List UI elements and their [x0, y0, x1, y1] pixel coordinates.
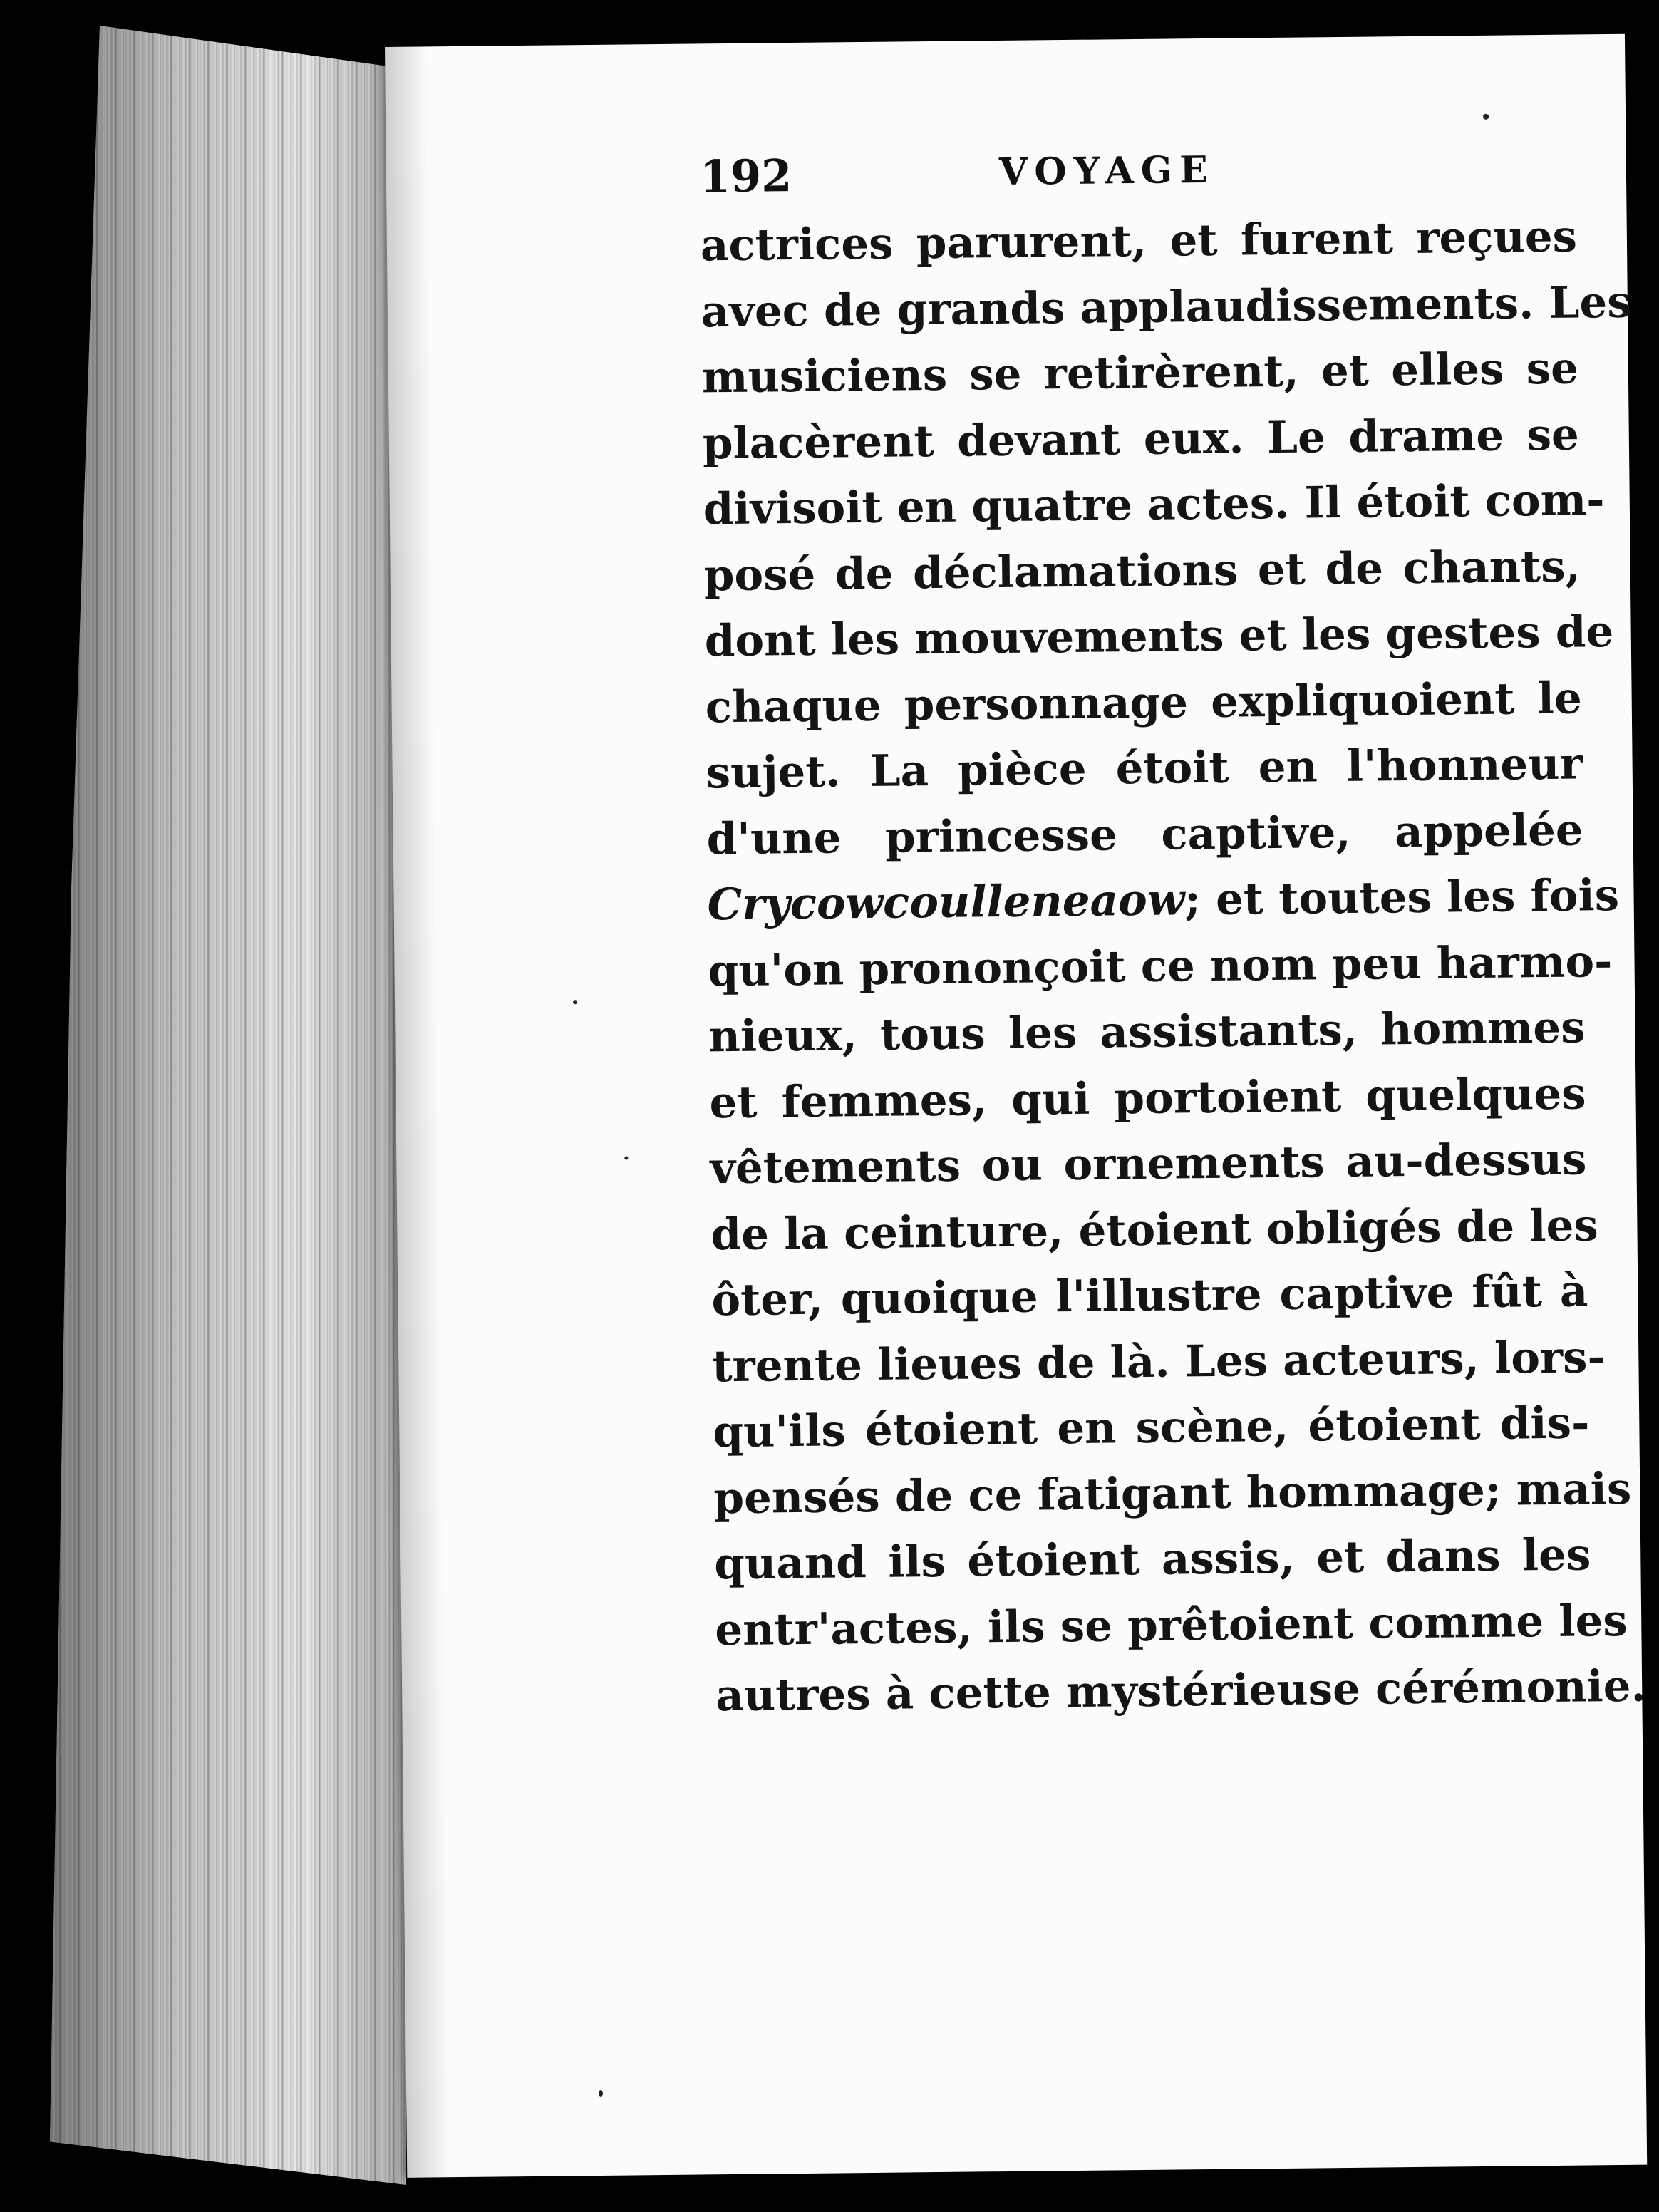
running-head: [700, 140, 1655, 215]
text-line: placèrent devant eux. Le drame se: [702, 408, 1580, 469]
text-line: vêtements ou ornements au-dessus: [710, 1134, 1587, 1194]
text-line: d'une princesse captive, appelée: [706, 804, 1583, 864]
text-line: quand ils étoient assis, et dans les: [713, 1529, 1591, 1590]
running-title: VOYAGE: [998, 148, 1216, 194]
paper-speck: [599, 2090, 603, 2097]
italic-princess-name: Crycowcoulleneaow: [707, 874, 1185, 931]
text-line: qu'on prononçoit ce nom peu harmo-: [708, 936, 1613, 996]
text-line: qu'ils étoient en scène, étoient dis-: [713, 1397, 1590, 1458]
text-line-with-italic-name: [707, 863, 1620, 938]
text-line: musiciens se retirèrent, et elles se: [701, 343, 1579, 403]
book-page: [385, 34, 1647, 2178]
body-text: [700, 204, 1647, 1729]
text-line: sujet. La pièce étoit en l'honneur: [706, 738, 1583, 799]
text-line: et femmes, qui portoient quelques: [709, 1068, 1586, 1128]
text-line: trente lieues de là. Les acteurs, lors-: [712, 1331, 1606, 1392]
text-line: divisoit en quatre actes. Il étoit com-: [703, 475, 1605, 535]
text-line: actrices parurent, et furent reçues: [700, 211, 1578, 272]
text-line: dont les mouvements et les gestes de: [704, 606, 1614, 667]
text-line: chaque personnage expliquoient le: [705, 672, 1583, 733]
text-line: autres à cette mystérieuse cérémonie.: [715, 1660, 1647, 1722]
paper-speck: [573, 1000, 577, 1004]
page-edges-shadow: [50, 26, 406, 2185]
text-line: ôter, quoique l'illustre captive fût à: [711, 1266, 1588, 1326]
text-line: posé de déclamations et de chants,: [703, 540, 1581, 601]
page-number: 192: [699, 150, 792, 203]
paper-speck: [624, 1157, 628, 1160]
text-line: entr'actes, ils se prêtoient comme les: [714, 1595, 1628, 1655]
text-line: pensés de ce fatigant hommage; mais: [713, 1463, 1632, 1524]
text-line-remainder: ; et toutes les fois: [1184, 869, 1620, 926]
text-line: nieux, tous les assistants, hommes: [708, 1002, 1586, 1063]
text-line: de la ceinture, étoient obligés de les: [710, 1199, 1599, 1260]
paper-speck: [1483, 114, 1489, 120]
text-line: avec de grands applaudissements. Les: [701, 276, 1632, 337]
